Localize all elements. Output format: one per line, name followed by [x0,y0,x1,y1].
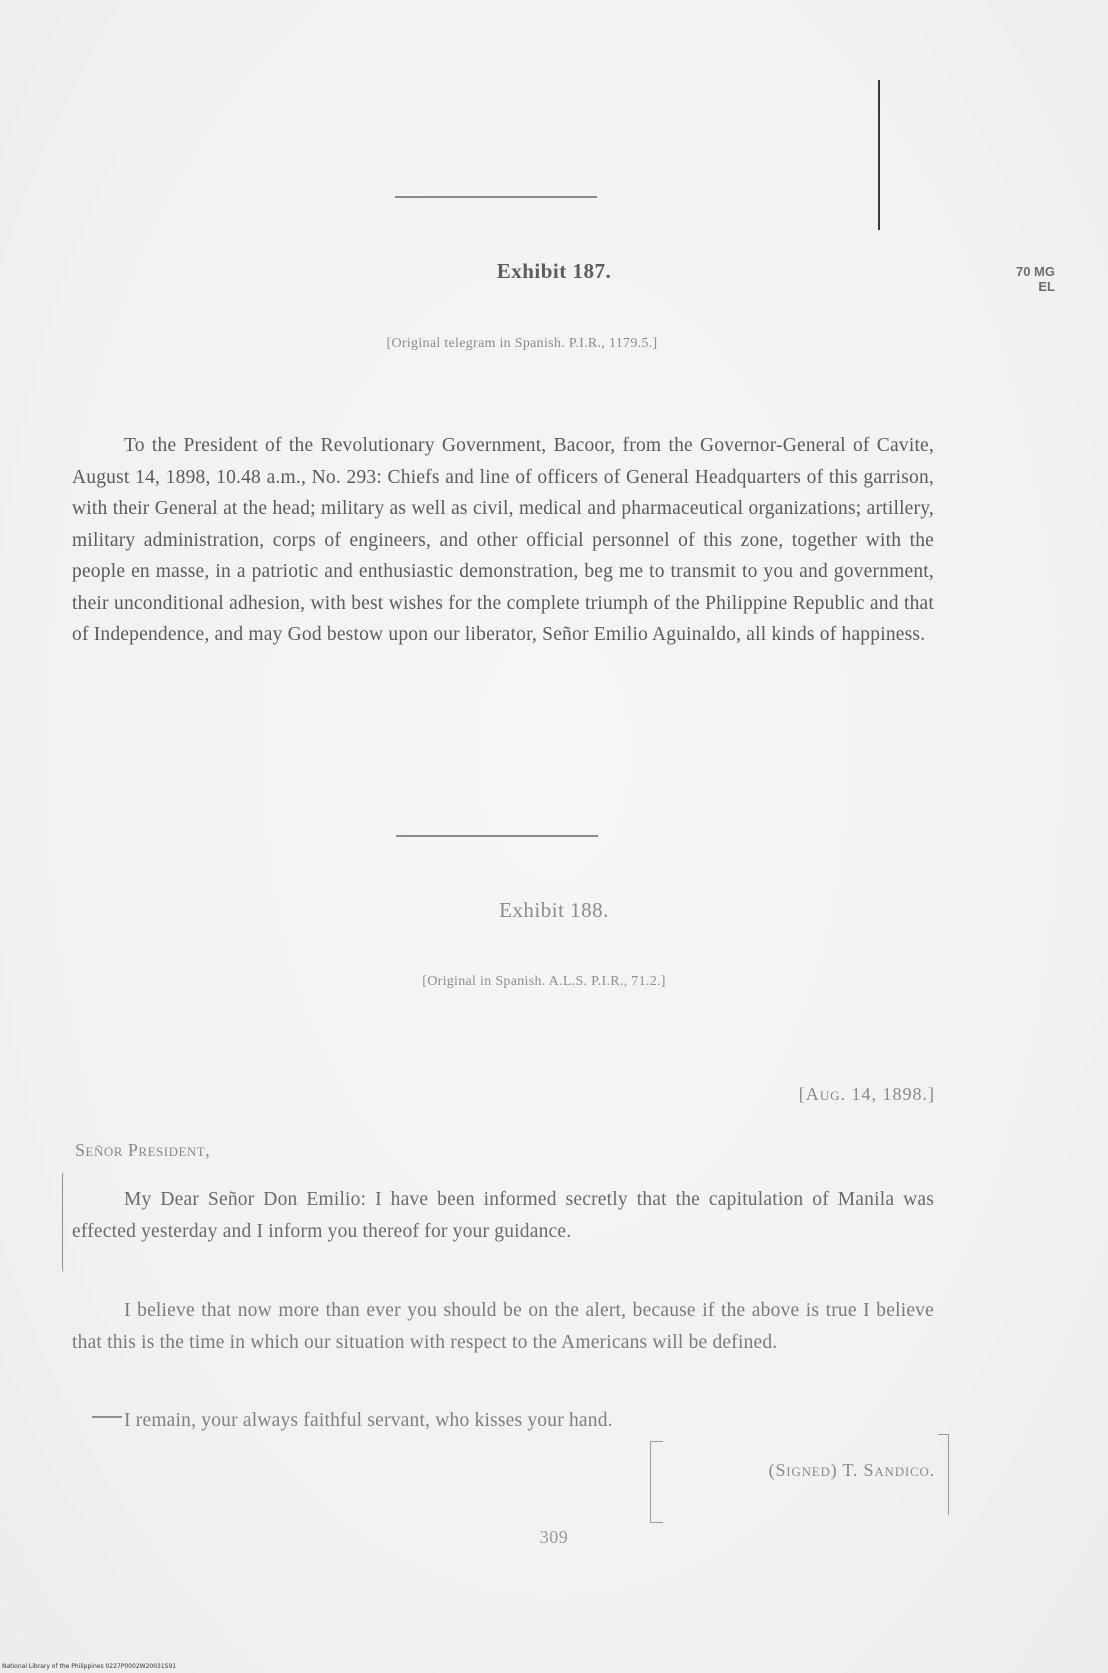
stamp-line-2: EL [1038,279,1055,294]
page-number: 309 [539,1527,569,1547]
margin-bracket-mark [62,1172,69,1272]
section-rule-middle [396,835,598,837]
exhibit-188-title: Exhibit 188. [499,898,609,922]
signature-bracket-right [938,1434,949,1515]
letter-salutation: Señor President, [75,1140,211,1160]
exhibit-188-note: [Original in Spanish. A.L.S. P.I.R., 71.2.] [422,974,666,989]
exhibit-187-title: Exhibit 187. [496,259,612,283]
exhibit-187-body: To the President of the Revolutionary Government, Bacoor, from the Governor-General of Cavite, August 14, 1898, 10.48 a.m., No. 293: Chiefs and line of officers of General Headquarters of this garrison, with their General at the head; military as well as civil, medical and pharmaceutical organizations; artillery, military administration, corps of engineers, and other official personnel of this zone, together with the people en masse, in a patriotic and enthusiastic demonstration, beg me to transmit to you and government, their unconditional adhesion, with best wishes for the complete triumph of the Philippine Republic and that of Independence, and may God bestow upon our liberator, Señor Emilio Aguinaldo, all kinds of happiness. [72,435,934,645]
exhibit-187-note: [Original telegram in Spanish. P.I.R., 1179.5.] [386,336,658,351]
letter-paragraph-2: I believe that now more than ever you should be on the alert, because if the above is true I believe that this is the time in which our situation with respect to the Americans will be defined. [72,1300,934,1353]
section-rule-top [395,196,597,198]
letter-paragraph-1: My Dear Señor Don Emilio: I have been informed secretly that the capitulation of Manila was effected yesterday and I inform you thereof for your guidance. [72,1189,934,1242]
signature-bracket-left [650,1441,663,1523]
scan-footer: National Library of the Philippines 0227P0002W20031S91 [2,1663,177,1670]
stamp-line-1: 70 MG [1015,264,1055,279]
letter-signature: (Signed) T. Sandico. [768,1460,935,1480]
letter-date: [Aug. 14, 1898.] [798,1084,935,1104]
letter-paragraph-3: I remain, your always faithful servant, who kisses your hand. [124,1410,613,1431]
margin-line [878,80,880,230]
